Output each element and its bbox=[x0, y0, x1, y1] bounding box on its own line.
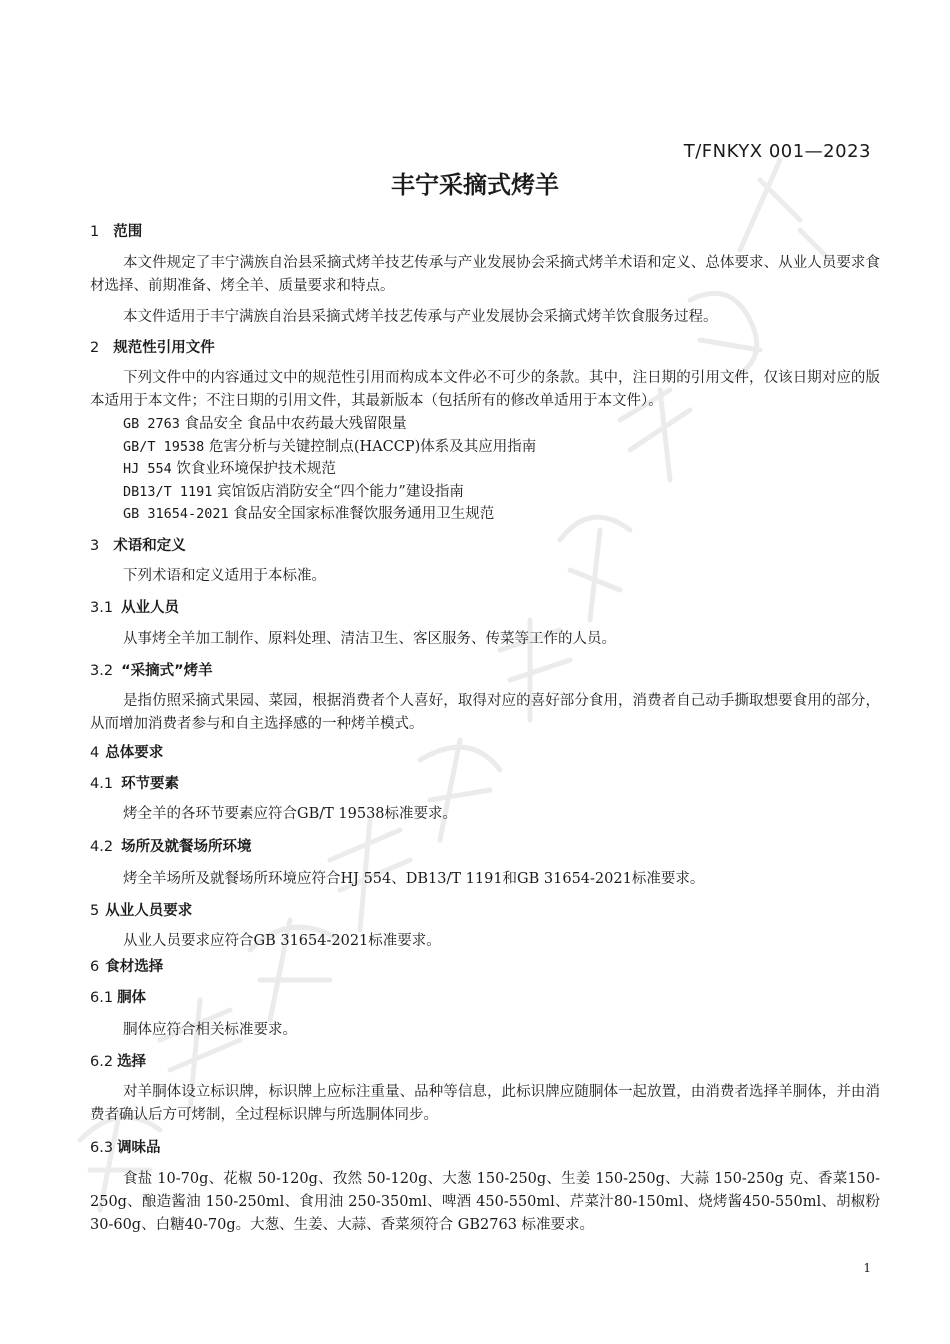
section-title: 胴体 bbox=[117, 989, 147, 1006]
paragraph: 从事烤全羊加工制作、原料处理、清洁卫生、客区服务、传菜等工作的人员。 bbox=[123, 630, 616, 647]
section-2-heading bbox=[90, 338, 880, 358]
section-title: 调味品 bbox=[117, 1139, 161, 1156]
standard-code: T/FNKYX 001—2023 bbox=[683, 141, 871, 162]
section-title: 场所及就餐场所环境 bbox=[121, 838, 252, 855]
section-1-heading bbox=[90, 222, 880, 242]
section-title: 范围 bbox=[113, 224, 143, 240]
section-title: 环节要素 bbox=[121, 775, 180, 792]
paragraph: 是指仿照采摘式果园、菜园，根据消费者个人喜好，取得对应的喜好部分食用，消费者自己动手撕取想要食用的部分，从而增加消费者参与和自主选择感的一种烤羊模式。 bbox=[90, 692, 880, 732]
paragraph: 烤全羊的各环节要素应符合GB/T 19538标准要求。 bbox=[123, 805, 458, 822]
section-4-1-heading bbox=[90, 774, 880, 794]
section-number: 6.3 bbox=[90, 1139, 114, 1156]
section-title: 选择 bbox=[117, 1053, 147, 1070]
document-body bbox=[90, 222, 880, 1237]
reference-item: DB13/T 1191 宾馆饭店消防安全“四个能力”建设指南 bbox=[123, 483, 464, 500]
paragraph: 下列术语和定义适用于本标准。 bbox=[123, 567, 326, 584]
section-4-heading bbox=[90, 743, 880, 763]
reference-item: GB 31654-2021 食品安全国家标准餐饮服务通用卫生规范 bbox=[123, 506, 495, 522]
section-6-1-heading bbox=[90, 988, 880, 1008]
section-number: 4.2 bbox=[90, 838, 114, 855]
section-3-1-heading bbox=[90, 598, 880, 618]
section-number: 4.1 bbox=[90, 775, 114, 792]
section-4-2-heading bbox=[90, 837, 880, 857]
reference-item: GB/T 19538 危害分析与关键控制点(HACCP)体系及其应用指南 bbox=[123, 438, 537, 455]
section-title: “采摘式”烤羊 bbox=[121, 662, 213, 679]
paragraph: 本文件规定了丰宁满族自治县采摘式烤羊技艺传承与产业发展协会采摘式烤羊术语和定义、总体要求、从业人员要求食材选择、前期准备、烤全羊、质量要求和特点。 bbox=[90, 255, 880, 294]
section-6-3-heading bbox=[90, 1138, 880, 1158]
section-title: 规范性引用文件 bbox=[113, 340, 215, 356]
section-number: 1 bbox=[90, 224, 100, 240]
section-number: 6.2 bbox=[90, 1053, 114, 1070]
document-title: 丰宁采摘式烤羊 bbox=[391, 171, 559, 199]
section-title: 从业人员要求 bbox=[105, 902, 193, 919]
section-title: 总体要求 bbox=[105, 744, 164, 761]
paragraph: 从业人员要求应符合GB 31654-2021标准要求。 bbox=[123, 932, 441, 949]
paragraph: 食盐 10-70g、花椒 50-120g、孜然 50-120g、大葱 150-250g、生姜 150-250g、大蒜 150-250g 克、香菜150-250g、酿造酱油 150-250ml、食用油 250-350ml、啤酒 450-550ml、芹菜汁80-150ml、烧烤酱450-550ml、胡椒粉30-60g、白糖40-70g。大葱、生姜、大蒜、香菜须符合 GB2763 标准要求。 bbox=[90, 1170, 880, 1233]
section-6-2-heading bbox=[90, 1052, 880, 1072]
paragraph: 本文件适用于丰宁满族自治县采摘式烤羊技艺传承与产业发展协会采摘式烤羊饮食服务过程。 bbox=[123, 309, 718, 325]
page-number: 1 bbox=[863, 1261, 871, 1275]
section-title: 从业人员 bbox=[121, 599, 180, 616]
section-number: 4 bbox=[90, 744, 100, 761]
paragraph: 对羊胴体设立标识牌，标识牌上应标注重量、品种等信息，此标识牌应随胴体一起放置，由消费者选择羊胴体，并由消费者确认后方可烤制，全过程标识牌与所选胴体同步。 bbox=[90, 1083, 880, 1123]
section-title: 术语和定义 bbox=[113, 537, 186, 554]
section-title: 食材选择 bbox=[105, 958, 164, 975]
section-number: 3 bbox=[90, 537, 100, 554]
section-number: 6.1 bbox=[90, 989, 114, 1006]
section-number: 5 bbox=[90, 902, 100, 919]
section-number: 6 bbox=[90, 958, 100, 975]
section-number: 3.1 bbox=[90, 599, 114, 616]
section-3-heading bbox=[90, 536, 880, 556]
paragraph: 胴体应符合相关标准要求。 bbox=[123, 1021, 297, 1038]
section-3-2-heading bbox=[90, 661, 880, 681]
reference-item: GB 2763 食品安全 食品中农药最大残留限量 bbox=[123, 416, 407, 432]
section-5-heading bbox=[90, 901, 880, 921]
paragraph: 烤全羊场所及就餐场所环境应符合HJ 554、DB13/T 1191和GB 31654-2021标准要求。 bbox=[123, 870, 705, 887]
paragraph: 下列文件中的内容通过文中的规范性引用而构成本文件必不可少的条款。其中，注日期的引用文件，仅该日期对应的版本适用于本文件；不注日期的引用文件，其最新版本（包括所有的修改单适用于本文件）。 bbox=[90, 370, 880, 409]
section-6-heading bbox=[90, 957, 880, 977]
reference-item: HJ 554 饮食业环境保护技术规范 bbox=[123, 461, 336, 477]
section-number: 2 bbox=[90, 340, 100, 356]
section-number: 3.2 bbox=[90, 662, 114, 679]
